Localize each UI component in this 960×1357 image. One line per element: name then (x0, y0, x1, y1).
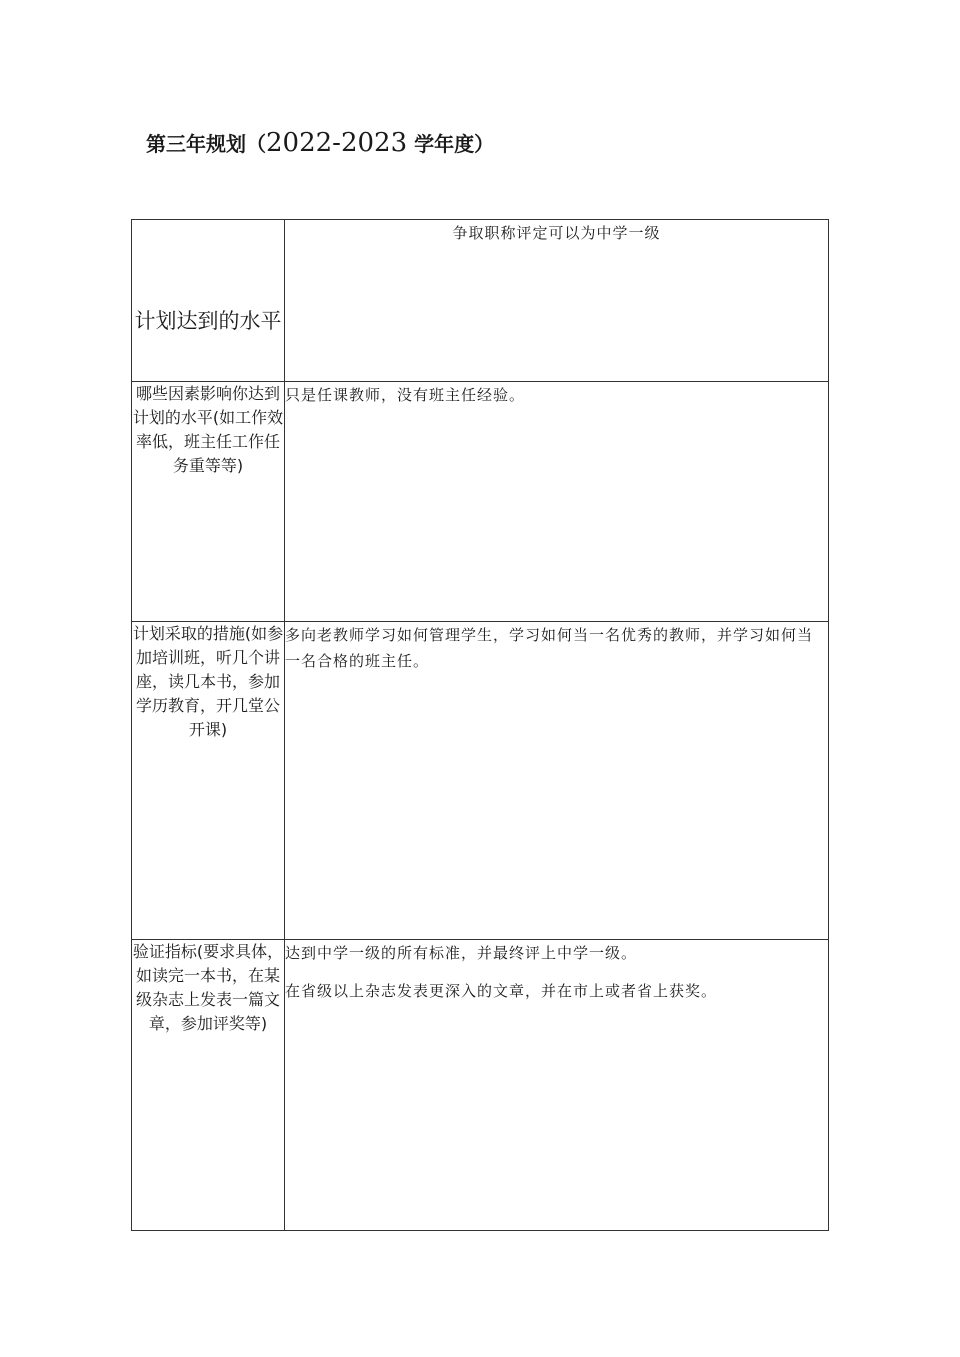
table-row (132, 220, 829, 382)
table-row (132, 940, 829, 1231)
row-label-factors: 哪些因素影响你达到计划的水平(如工作效率低，班主任工作任务重等等) (132, 382, 285, 622)
content-paragraph: 达到中学一级的所有标准，并最终评上中学一级。 (285, 944, 638, 962)
title-years: 2022-2023 (266, 128, 408, 158)
title-suffix: 学年度） (407, 132, 495, 156)
row-label-target-level: 计划达到的水平 (132, 220, 285, 382)
row-content-factors (285, 382, 829, 622)
row-content-indicators (285, 940, 829, 1231)
row-label-indicators: 验证指标(要求具体，如读完一本书，在某级杂志上发表一篇文章，参加评奖等) (132, 940, 285, 1231)
content-paragraph: 争取职称评定可以为中学一级 (452, 224, 661, 242)
page-title (146, 128, 494, 158)
row-content-target-level (285, 220, 829, 382)
table-row (132, 382, 829, 622)
content-paragraph: 在省级以上杂志发表更深入的文章，并在市上或者省上获奖。 (285, 982, 718, 1000)
row-content-measures (285, 622, 829, 940)
content-paragraph: 只是任课教师，没有班主任经验。 (285, 386, 526, 404)
plan-table (131, 219, 829, 1231)
row-label-measures: 计划采取的措施(如参加培训班，听几个讲座，读几本书，参加学历教育，开几堂公开课) (132, 622, 285, 940)
title-prefix: 第三年规划（ (146, 132, 266, 156)
table-row (132, 622, 829, 940)
content-paragraph: 多向老教师学习如何管理学生，学习如何当一名优秀的教师，并学习如何当一名合格的班主任。 (285, 626, 814, 670)
